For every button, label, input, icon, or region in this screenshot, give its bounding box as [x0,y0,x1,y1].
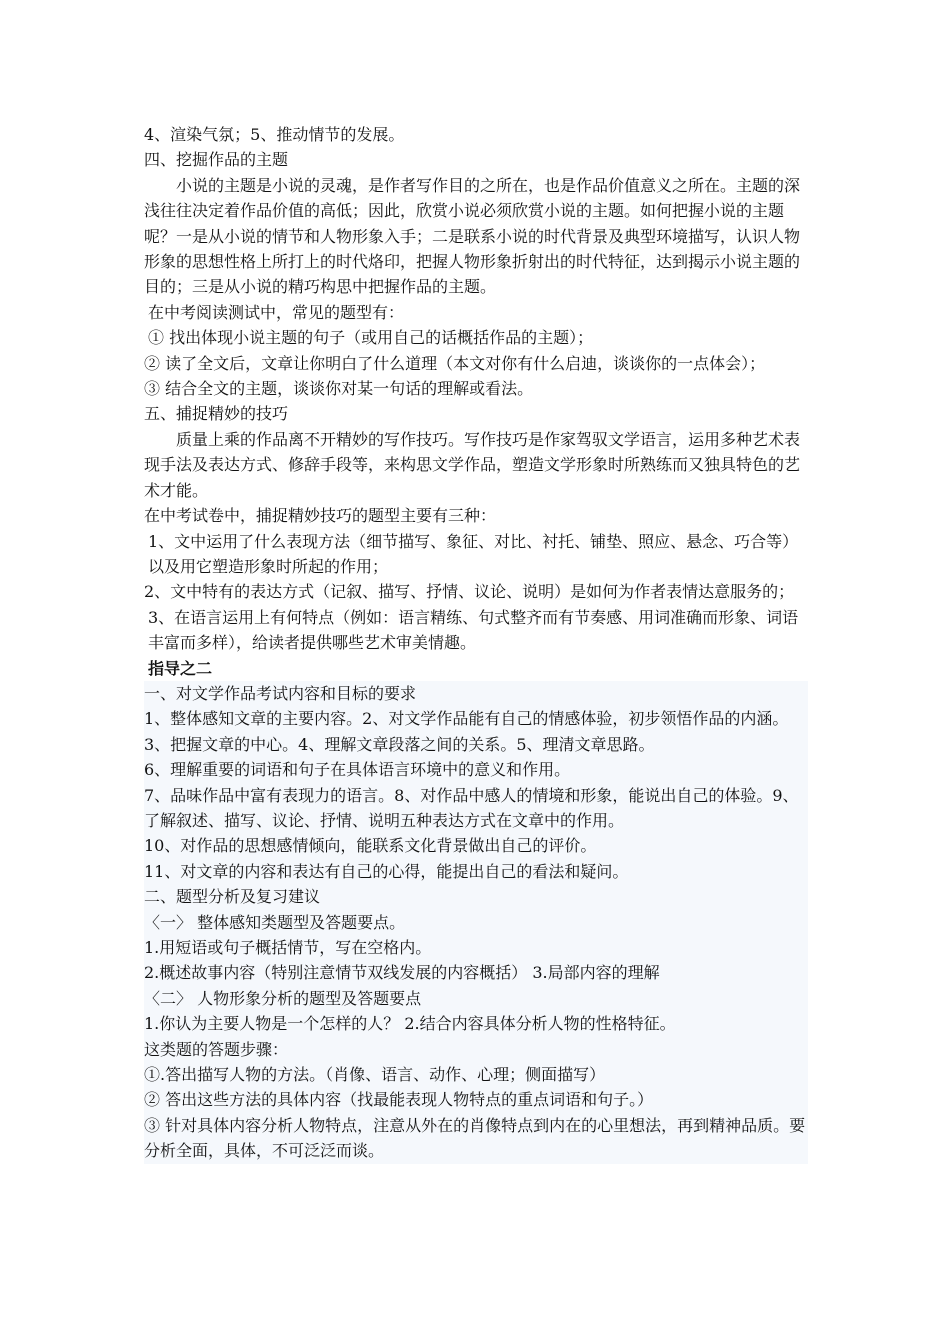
paragraph: 在中考试卷中，捕捉精妙技巧的题型主要有三种： [144,506,497,526]
paragraph: 11、对文章的内容和表达有自己的心得，能提出自己的看法和疑问。 [144,861,629,881]
section-heading: 二、题型分析及复习建议 [144,887,321,907]
paragraph: 在中考阅读测试中，常见的题型有： [148,302,405,322]
list-item: ③ 针对具体内容分析人物特点，注意从外在的肖像特点到内在的心里想法，再到精神品质。要分析全面，具体，不可泛泛而谈。 [144,1115,806,1161]
subsection-heading: 〈一〉 整体感知类题型及答题要点。 [144,912,406,932]
list-item: ② 读了全文后，文章让你明白了什么道理（本文对你有什么启迪，谈谈你的一点体会）； [144,353,766,373]
subsection-heading: 〈二〉 人物形象分析的题型及答题要点 [144,988,422,1008]
paragraph: 质量上乘的作品离不开精妙的写作技巧。写作技巧是作家驾驭文学语言，运用多种艺术表现手法及表达方式、修辞手段等，来构思文学作品，塑造文学形象时所熟练而又独具特色的艺术才能。 [144,429,801,500]
list-item: 1.用短语或句子概括情节，写在空格内。 [144,938,432,957]
list-item: 1.你认为主要人物是一个怎样的人？ 2.结合内容具体分析人物的性格特征。 [144,1014,676,1034]
paragraph: 1、整体感知文章的主要内容。2、对文学作品能有自己的情感体验，初步领悟作品的内涵。3、把握文章的中心。4、理解文章段落之间的关系。5、理清文章思路。 [144,709,789,754]
list-item: 1、文中运用了什么表现方法（细节描写、象征、对比、衬托、铺垫、照应、悬念、巧合等）以及用它塑造形象时所起的作用； [148,531,799,576]
list-item: 3、在语言运用上有何特点（例如：语言精练、句式整齐而有节奏感、用词准确而形象、词语丰富而多样），给读者提供哪些艺术审美情趣。 [148,607,799,653]
paragraph: 小说的主题是小说的灵魂，是作者写作目的之所在，也是作品价值意义之所在。主题的深浅往往决定着作品价值的高低；因此，欣赏小说必须欣赏小说的主题。如何把握小说的主题呢？一是从小说的情节和人物形象入手；二是联系小说的时代背景及典型环境描写，认识人物形象的思想性格上所打上的时代烙印，把握人物形象折射出的时代特征，达到揭示小说主题的目的；三是从小说的精巧构思中把握作品的主题。 [144,175,801,297]
list-item: 2、文中特有的表达方式（记叙、描写、抒情、议论、说明）是如何为作者表情达意服务的； [144,582,795,602]
paragraph: 10、对作品的思想感情倾向，能联系文化背景做出自己的评价。 [144,836,597,856]
list-item: 2.概述故事内容（特别注意情节双线发展的内容概括） 3.局部内容的理解 [144,963,660,983]
part-heading: 指导之二 [148,658,213,678]
list-item: ② 答出这些方法的具体内容（找最能表现人物特点的重点词语和句子。） [144,1090,654,1110]
list-item: ① 找出体现小说主题的句子（或用自己的话概括作品的主题）； [148,328,594,348]
shaded-section [144,681,808,1164]
section-heading: 四、挖掘作品的主题 [144,150,289,170]
paragraph: 这类题的答题步骤： [144,1039,289,1059]
paragraph: 7、品味作品中富有表现力的语言。8、对作品中感人的情境和形象，能说出自己的体验。9、了解叙述、描写、议论、抒情、说明五种表达方式在文章中的作用。 [144,785,799,830]
document-page [144,122,808,1164]
list-item: ③ 结合全文的主题，谈谈你对某一句话的理解或看法。 [144,379,534,399]
paragraph: 6、理解重要的词语和句子在具体语言环境中的意义和作用。 [144,760,571,780]
list-item: ①.答出描写人物的方法。（肖像、语言、动作、心理；侧面描写） [144,1065,606,1085]
section-heading: 一、对文学作品考试内容和目标的要求 [144,683,417,703]
text-line: 4、渲染气氛；5、推动情节的发展。 [144,125,405,144]
section-heading: 五、捕捉精妙的技巧 [144,404,289,424]
